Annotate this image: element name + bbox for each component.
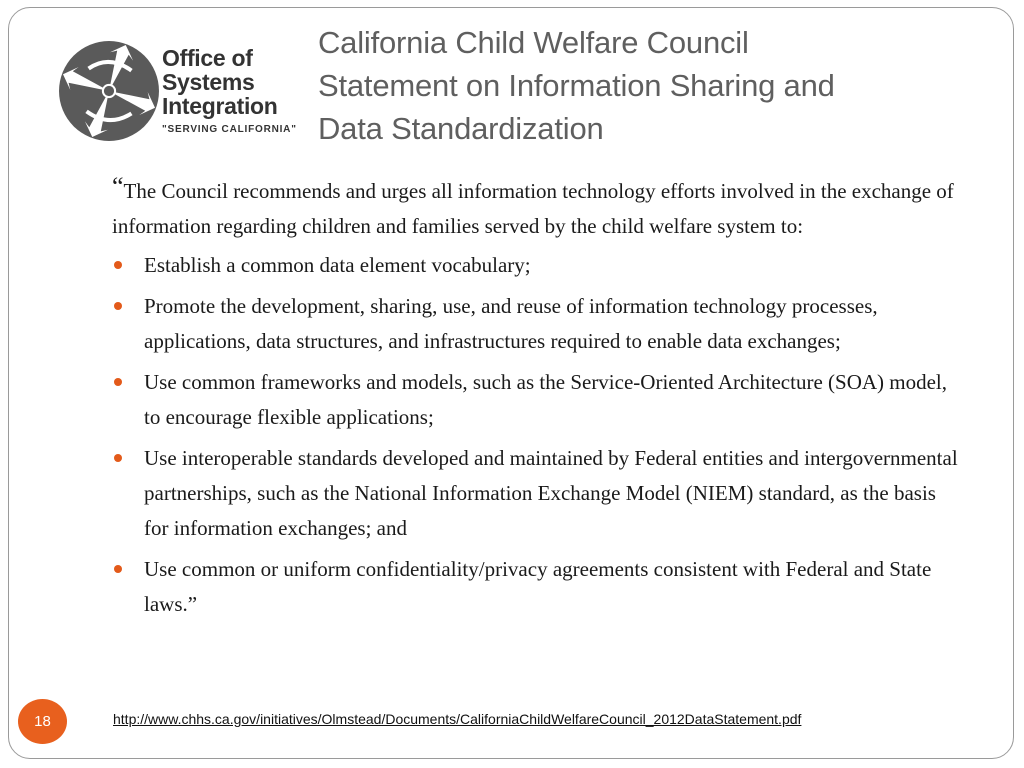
opening-quote-mark: “ — [112, 172, 124, 201]
slide-title — [318, 21, 998, 150]
list-item — [112, 289, 962, 359]
intro-text: The Council recommends and urges all information technology efforts involved in the exchange of information regarding children and families served by the child welfare system to: — [112, 179, 954, 238]
list-item-text: Use common frameworks and models, such as the Service-Oriented Architecture (SOA) model, to encourage flexible applications; — [144, 370, 948, 429]
list-item-text: Use interoperable standards developed and maintained by Federal entities and intergovernmental partnerships, such as the National Information Exchange Model (NIEM) standard, as the basis for information exchanges; and — [144, 446, 958, 540]
recommendation-list — [112, 248, 962, 622]
logo-wordmark — [162, 46, 297, 135]
logo-tagline: "SERVING CALIFORNIA" — [162, 124, 297, 135]
list-item — [112, 365, 962, 435]
intro-paragraph — [112, 174, 962, 244]
slide-title-line2: Statement on Information Sharing and — [318, 68, 835, 103]
bullet-icon — [114, 302, 122, 310]
slide-title-line3: Data Standardization — [318, 111, 604, 146]
bullet-icon — [114, 378, 122, 386]
osi-arrows-logo-icon — [58, 40, 160, 142]
logo-name-line2: Systems — [162, 69, 255, 95]
bullet-icon — [114, 565, 122, 573]
slide-body — [112, 174, 962, 628]
osi-logo — [58, 40, 303, 144]
source-link[interactable]: http://www.chhs.ca.gov/initiatives/Olmstead/Documents/CaliforniaChildWelfareCouncil_2012DataStatement.pdf — [113, 711, 802, 727]
bullet-icon — [114, 454, 122, 462]
list-item-text: Promote the development, sharing, use, and reuse of information technology processes, applications, data structures, and infrastructures required to enable data exchanges; — [144, 294, 878, 353]
page-number: 18 — [34, 713, 51, 730]
logo-name-line3: Integration — [162, 93, 278, 119]
logo-name-line1: Office of — [162, 45, 253, 71]
page-number-badge — [18, 699, 67, 744]
list-item-text: Use common or uniform confidentiality/privacy agreements consistent with Federal and State laws.” — [144, 557, 932, 616]
list-item — [112, 552, 962, 622]
list-item — [112, 441, 962, 546]
slide-title-line1: California Child Welfare Council — [318, 25, 749, 60]
bullet-icon — [114, 261, 122, 269]
list-item — [112, 248, 962, 283]
list-item-text: Establish a common data element vocabulary; — [144, 253, 531, 277]
